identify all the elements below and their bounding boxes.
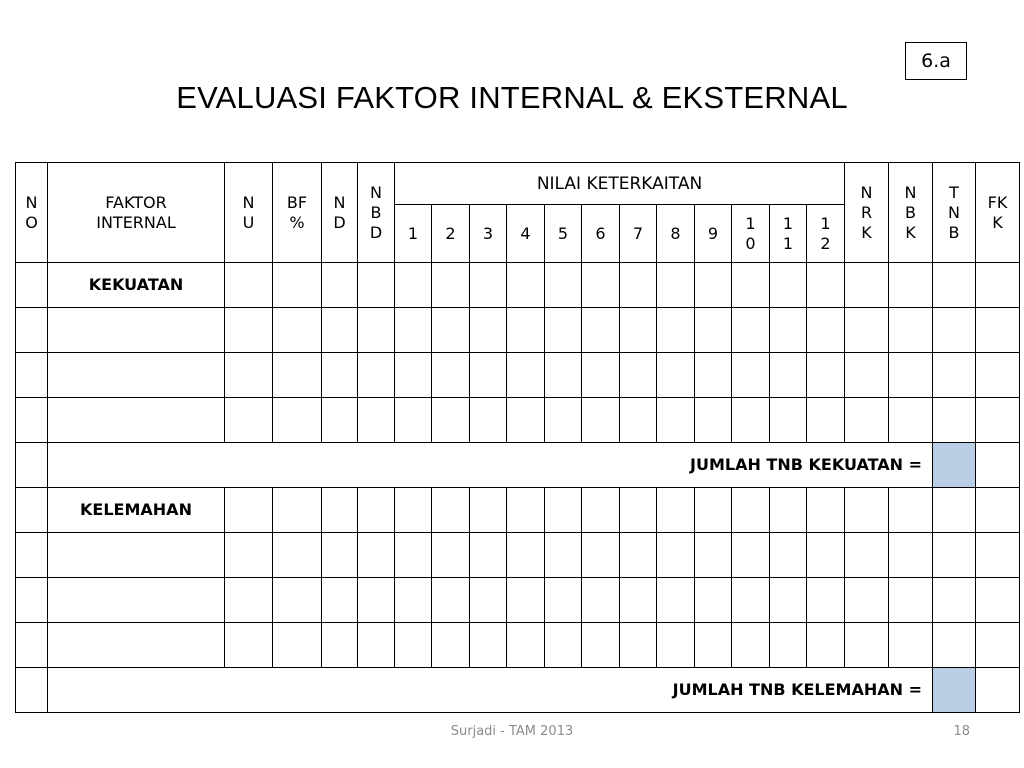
header-nbk-text: N B K [904,182,917,242]
table-row [16,398,1020,443]
value-cell [807,488,845,533]
value-cell [358,263,395,308]
table-row [16,578,1020,623]
value-cell [273,533,322,578]
value-cell [976,623,1020,668]
value-cell [358,488,395,533]
header-number-3 [470,205,507,263]
value-cell [507,353,545,398]
value-cell [889,263,933,308]
no-cell [16,578,48,623]
header-number-8 [657,205,695,263]
value-cell [807,533,845,578]
value-cell [657,398,695,443]
header-faktor-internal-text: FAKTOR INTERNAL [96,192,176,232]
table-row [16,353,1020,398]
value-cell [732,263,770,308]
value-cell [432,488,470,533]
header-tnb-text: T N B [948,182,960,242]
header-no [16,163,48,263]
value-cell [770,263,807,308]
value-cell [582,308,620,353]
value-cell [976,488,1020,533]
header-number-12 [807,205,845,263]
value-cell [432,623,470,668]
value-cell [432,353,470,398]
value-cell [273,578,322,623]
header-number-1 [395,205,432,263]
value-cell [545,623,582,668]
header-number-5 [545,205,582,263]
value-cell [620,353,657,398]
value-cell [545,578,582,623]
value-cell [889,353,933,398]
total-label [48,668,933,713]
header-bf [273,163,322,263]
no-cell [16,623,48,668]
value-cell [225,398,273,443]
value-cell [545,263,582,308]
value-cell [358,398,395,443]
value-cell [358,308,395,353]
value-cell [582,353,620,398]
value-cell [225,533,273,578]
header-number-8-text: 8 [670,223,681,243]
header-nbd [358,163,395,263]
value-cell [225,623,273,668]
value-cell [395,263,432,308]
value-cell [358,533,395,578]
total-row-kelemahan [16,668,1020,713]
section-label-text: KEKUATAN [88,275,184,294]
value-cell [620,578,657,623]
header-fkk-text: FK K [987,192,1008,232]
header-number-9-text: 9 [707,223,719,243]
value-cell [845,398,889,443]
total-row-kekuatan [16,443,1020,488]
value-cell [933,623,976,668]
value-cell [395,398,432,443]
header-number-3-text: 3 [482,223,494,243]
value-cell [507,398,545,443]
value-cell [889,398,933,443]
no-cell [16,533,48,578]
no-cell [16,263,48,308]
value-cell [889,533,933,578]
page-number: 18 [953,724,970,739]
value-cell [395,623,432,668]
value-cell [770,398,807,443]
value-cell [732,578,770,623]
header-number-11 [770,205,807,263]
evaluation-table [15,162,1020,713]
value-cell [322,308,358,353]
fkk-total-cell [976,668,1020,713]
value-cell [620,533,657,578]
header-number-6-text: 6 [595,223,606,243]
value-cell [322,533,358,578]
slide-tag: 6.a [905,42,967,80]
header-number-11-text: 1 1 [782,213,794,253]
value-cell [933,488,976,533]
header-number-10-text: 1 0 [745,213,756,253]
value-cell [582,578,620,623]
value-cell [845,533,889,578]
value-cell [507,308,545,353]
value-cell [470,488,507,533]
header-number-4 [507,205,545,263]
value-cell [582,398,620,443]
header-number-2 [432,205,470,263]
value-cell [976,263,1020,308]
table-row [16,308,1020,353]
header-nu-text: N U [242,192,255,232]
value-cell [657,623,695,668]
tnb-total-cell [933,443,976,488]
value-cell [657,578,695,623]
header-number-12-text: 1 2 [820,213,831,253]
value-cell [933,533,976,578]
header-nd-text: N D [333,192,346,232]
faktor-cell [48,578,225,623]
header-nilai-keterkaitan-text: NILAI KETERKAITAN [536,173,703,194]
value-cell [889,488,933,533]
value-cell [507,488,545,533]
value-cell [620,623,657,668]
total-label [48,443,933,488]
no-cell [16,488,48,533]
header-number-7-text: 7 [632,223,644,243]
value-cell [432,263,470,308]
header-nbd-text: N B D [369,182,383,242]
value-cell [545,488,582,533]
total-label-text: JUMLAH TNB KEKUATAN = [690,455,922,474]
value-cell [273,308,322,353]
value-cell [976,353,1020,398]
value-cell [470,533,507,578]
section-label-text: KELEMAHAN [80,500,192,519]
value-cell [273,623,322,668]
value-cell [657,488,695,533]
header-nu [225,163,273,263]
no-cell [16,668,48,713]
value-cell [695,398,732,443]
value-cell [507,263,545,308]
header-nrk-text: N R K [860,182,873,242]
no-cell [16,353,48,398]
value-cell [620,398,657,443]
section-label [48,263,225,308]
value-cell [225,353,273,398]
value-cell [395,488,432,533]
header-number-9 [695,205,732,263]
value-cell [807,578,845,623]
value-cell [770,353,807,398]
value-cell [695,308,732,353]
value-cell [545,398,582,443]
value-cell [470,623,507,668]
slide-footer: Surjadi - TAM 2013 [450,724,574,739]
section-label [48,488,225,533]
header-nbk [889,163,933,263]
no-cell [16,308,48,353]
value-cell [933,353,976,398]
header-bf-text: BF % [286,192,308,232]
header-row-main [16,163,1020,205]
total-label-text: JUMLAH TNB KELEMAHAN = [672,680,922,699]
value-cell [322,578,358,623]
faktor-cell [48,533,225,578]
value-cell [322,488,358,533]
header-number-7 [620,205,657,263]
header-number-1-text: 1 [407,223,419,243]
value-cell [470,308,507,353]
table-row [16,533,1020,578]
value-cell [432,533,470,578]
value-cell [695,623,732,668]
value-cell [770,308,807,353]
value-cell [695,578,732,623]
value-cell [620,308,657,353]
value-cell [845,308,889,353]
value-cell [770,623,807,668]
tnb-total-cell [933,668,976,713]
value-cell [657,263,695,308]
faktor-cell [48,398,225,443]
value-cell [225,488,273,533]
value-cell [358,578,395,623]
value-cell [432,578,470,623]
header-fkk [976,163,1020,263]
value-cell [582,263,620,308]
value-cell [976,578,1020,623]
value-cell [395,533,432,578]
value-cell [695,488,732,533]
header-number-4-text: 4 [520,223,531,243]
no-cell [16,398,48,443]
faktor-cell [48,308,225,353]
header-tnb [933,163,976,263]
value-cell [732,398,770,443]
slide-title: EVALUASI FAKTOR INTERNAL & EKSTERNAL [176,80,848,115]
value-cell [770,533,807,578]
value-cell [225,263,273,308]
value-cell [470,263,507,308]
value-cell [732,353,770,398]
value-cell [507,533,545,578]
value-cell [273,488,322,533]
value-cell [432,308,470,353]
value-cell [470,353,507,398]
value-cell [395,353,432,398]
value-cell [845,623,889,668]
value-cell [470,398,507,443]
header-number-2-text: 2 [445,223,456,243]
value-cell [322,623,358,668]
value-cell [807,308,845,353]
value-cell [807,398,845,443]
value-cell [845,488,889,533]
header-number-10 [732,205,770,263]
value-cell [889,623,933,668]
value-cell [695,353,732,398]
value-cell [933,308,976,353]
header-faktor-internal [48,163,225,263]
value-cell [358,353,395,398]
value-cell [358,623,395,668]
value-cell [695,533,732,578]
value-cell [432,398,470,443]
value-cell [545,533,582,578]
value-cell [976,398,1020,443]
value-cell [395,308,432,353]
value-cell [976,533,1020,578]
value-cell [807,623,845,668]
value-cell [545,353,582,398]
value-cell [657,353,695,398]
value-cell [770,578,807,623]
value-cell [695,263,732,308]
value-cell [845,353,889,398]
value-cell [225,578,273,623]
value-cell [273,263,322,308]
value-cell [770,488,807,533]
fkk-total-cell [976,443,1020,488]
value-cell [507,623,545,668]
value-cell [507,578,545,623]
section-row-kelemahan [16,488,1020,533]
value-cell [976,308,1020,353]
value-cell [933,263,976,308]
value-cell [322,398,358,443]
value-cell [732,488,770,533]
value-cell [545,308,582,353]
value-cell [322,263,358,308]
header-no-text: N O [25,192,38,232]
no-cell [16,443,48,488]
value-cell [657,308,695,353]
value-cell [732,308,770,353]
value-cell [470,578,507,623]
value-cell [933,578,976,623]
value-cell [582,623,620,668]
value-cell [620,488,657,533]
value-cell [845,263,889,308]
value-cell [845,578,889,623]
value-cell [732,623,770,668]
value-cell [657,533,695,578]
value-cell [273,353,322,398]
value-cell [807,263,845,308]
value-cell [807,353,845,398]
value-cell [395,578,432,623]
faktor-cell [48,623,225,668]
value-cell [322,353,358,398]
value-cell [582,533,620,578]
value-cell [620,263,657,308]
section-row-kekuatan [16,263,1020,308]
value-cell [889,578,933,623]
value-cell [732,533,770,578]
value-cell [225,308,273,353]
value-cell [582,488,620,533]
header-number-6 [582,205,620,263]
value-cell [889,308,933,353]
value-cell [933,398,976,443]
header-nrk [845,163,889,263]
header-nd [322,163,358,263]
header-nilai-keterkaitan [395,163,845,205]
table-row [16,623,1020,668]
header-number-5-text: 5 [557,223,569,243]
faktor-cell [48,353,225,398]
value-cell [273,398,322,443]
